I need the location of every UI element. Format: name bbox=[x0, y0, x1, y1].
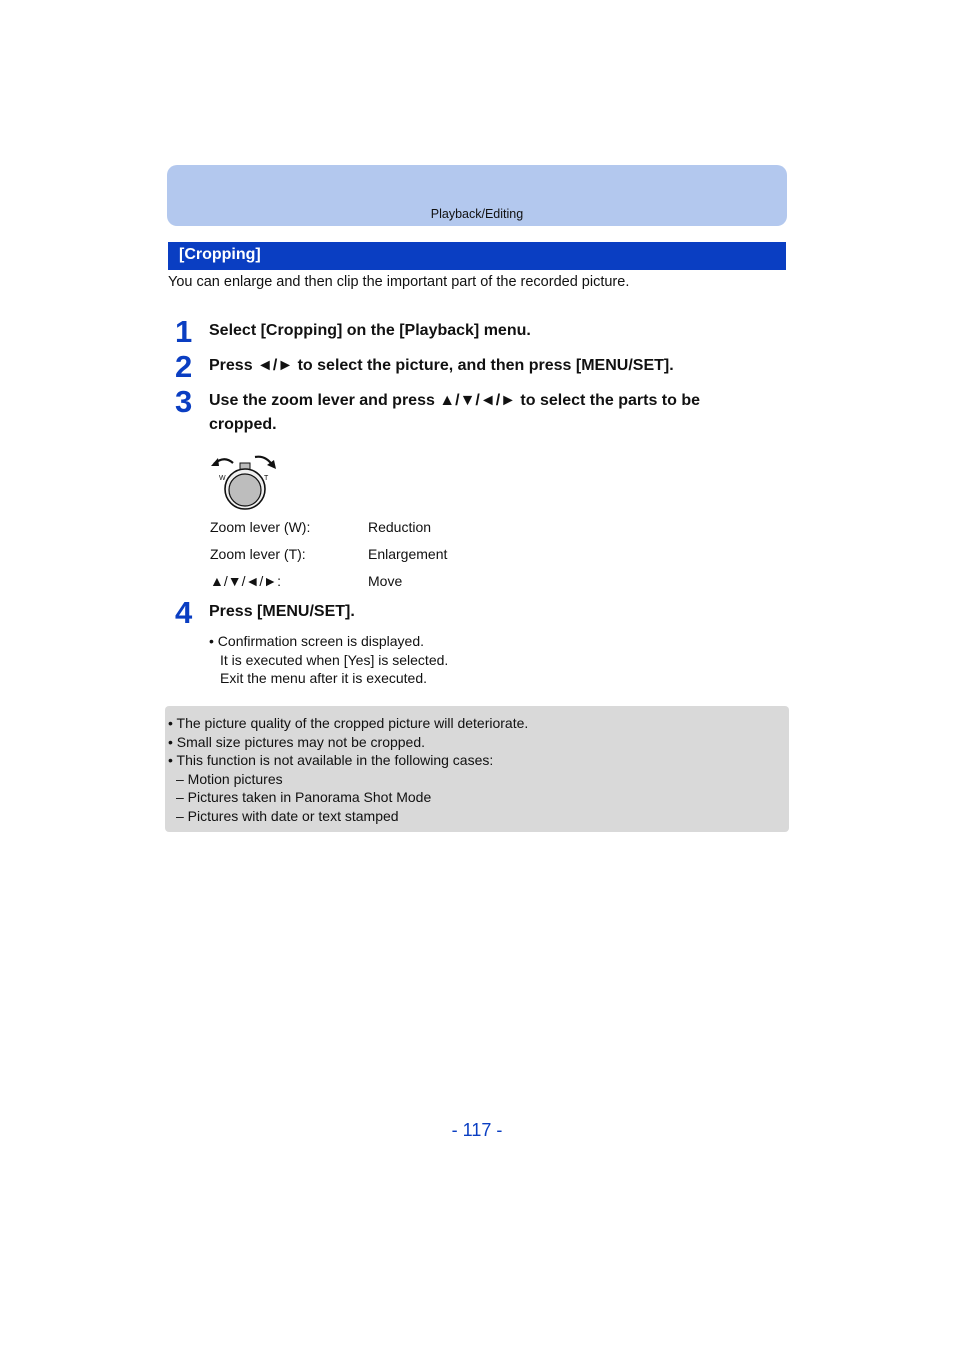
note-item: • This function is not available in the following cases: bbox=[168, 752, 494, 768]
table-label-t: Zoom lever (T): bbox=[210, 546, 306, 562]
step-number-3: 3 bbox=[175, 384, 193, 419]
note-subitem: – Pictures taken in Panorama Shot Mode bbox=[176, 789, 432, 805]
note-item: • The picture quality of the cropped picture will deteriorate. bbox=[168, 715, 529, 731]
page-number: - 117 - bbox=[451, 1120, 503, 1140]
zoom-lever-illustration bbox=[206, 449, 282, 515]
breadcrumb: Playback/Editing bbox=[430, 207, 524, 221]
table-value-w: Reduction bbox=[368, 519, 432, 535]
step-text-3-line2: cropped. bbox=[209, 416, 277, 433]
note-subitem: – Motion pictures bbox=[176, 770, 283, 787]
zoom-lever-icon bbox=[206, 449, 282, 515]
lever-t-label: T bbox=[264, 475, 269, 482]
step4-note: It is executed when [Yes] is selected. bbox=[220, 651, 449, 668]
step4-note: Exit the menu after it is executed. bbox=[220, 670, 427, 686]
step-text-3 bbox=[209, 389, 769, 437]
step-text-4: Press [MENU/SET]. bbox=[209, 603, 355, 620]
table-label-w: Zoom lever (W): bbox=[210, 519, 311, 535]
header-band bbox=[167, 165, 787, 226]
intro-text: You can enlarge and then clip the important part of the recorded picture. bbox=[168, 274, 630, 290]
step-text-2: Press ◄/► to select the picture, and then press [MENU/SET]. bbox=[209, 357, 674, 374]
step4-notes bbox=[209, 632, 448, 688]
notes-box bbox=[165, 706, 789, 832]
note-subitem: – Pictures with date or text stamped bbox=[176, 807, 399, 824]
step4-note: • Confirmation screen is displayed. bbox=[209, 633, 424, 649]
step-text-3-line1: Use the zoom lever and press ▲/▼/◄/► to select the parts to be bbox=[209, 392, 701, 409]
step-number-1: 1 bbox=[175, 314, 193, 349]
section-title: [Cropping] bbox=[179, 246, 261, 263]
note-item: • Small size pictures may not be cropped. bbox=[168, 733, 426, 750]
section-bar bbox=[168, 242, 786, 270]
step-text-1: Select [Cropping] on the [Playback] menu. bbox=[209, 322, 531, 339]
table-value-t: Enlargement bbox=[368, 546, 448, 562]
step-number-2: 2 bbox=[175, 349, 193, 384]
table-value-move: Move bbox=[368, 573, 403, 589]
lever-w-label: W bbox=[219, 475, 226, 482]
table-label-move: ▲/▼/◄/►: bbox=[210, 573, 281, 589]
step-number-4: 4 bbox=[175, 595, 193, 630]
